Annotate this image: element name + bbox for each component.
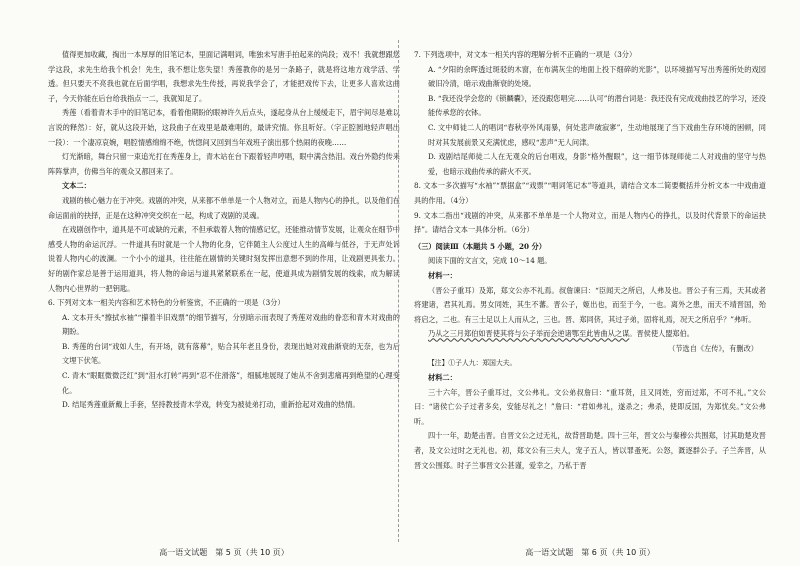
material-2-heading: 材料二：: [428, 373, 457, 383]
page-5-footer: 高一语文试题 第 5 页（共 10 页）: [159, 548, 289, 557]
question-7-option-b: B. “我还没学会您的《锁麟囊》，还没跟您唱完……认可”的潜台词是：我还没有完成戏曲技艺的学习，还没能传承您的衣钵。: [428, 93, 766, 118]
page-divider: [398, 40, 399, 542]
page-6-footer: 高一语文试题 第 6 页（共 10 页）: [525, 548, 655, 557]
material-2-text-2: 四十一年，助楚击晋。自晋文公之过无礼，故背晋助楚。四十三年，晋文公与秦穆公共围郑，讨其助楚攻晋者，及文公过时之无礼也。初，郑文公有三夫人，宠子五人，皆以罪蚤死。公怒，溉逐群公子。子兰奔晋，从晋文公围郑。时子兰事晋文公甚谨，爱幸之，乃私于晋: [414, 431, 766, 470]
question-7-option-d: D. 戏剧结尾师徒二人在无观众的后台唱戏，身影“格外醒眼”，这一细节体现师徒二人对戏曲的坚守与热爱，也暗示戏曲传承的薪火不灭。: [428, 152, 766, 176]
material-1-tail: 。晋侯使人盟郑伯。: [629, 329, 694, 339]
right-page: [414, 48, 766, 532]
material-2-text-1: 三十六年，晋公子重耳过，文公弗礼。文公弟叔詹曰：“重耳贤，且又同姓，穷而过郑，不可不礼。”文公曰：“诸侯亡公子过者多矣，安能尽礼之！”詹曰：“君如弗礼，遂杀之；弗杀，使即反国，为郑忧矣。”文公弗听。: [414, 387, 766, 426]
question-7: 7. 下列选项中，对文本一相关内容的理解分析不正确的一项是（3分）: [414, 50, 637, 59]
question-7-option-a: A. “夕阳的余晖透过斑驳的木窗，在布满灰尘的地面上投下细碎的光影”，以环境描写写出秀莲所处的戏园破旧冷清，暗示戏曲渐衰的处境。: [428, 64, 766, 89]
annotation-note: 【注】①子人九：郑国大夫。: [428, 359, 517, 368]
drama-paragraph-2: 秀莲（看着青木手中的旧笔记本，看着他期盼的眼神许久后点头，遂起身从台上缓缓走下，眉宇间尽是难以言说的释然）：好，就从这段开始，这段曲子在戏里是最难唱的，最讲究情。你且听好。（字正腔圆地轻声唱出一段）：一个凄凉哀婉，唱腔情感绵绵不绝，恍惚间又回到当年戏班子演出那个热闹的夜晚……: [48, 108, 400, 147]
section-3-heading: （三）阅读Ⅲ（本题共 5 小题，20 分）: [414, 241, 546, 251]
question-7-option-c: C. 文中师徒二人的唱词“春秋亭外风雨暴，何处悲声破寂寥”，生动地展现了当下戏曲生存环境的困顿，同时对其发展前景又充满忧虑，感叹“悲声”无人问津。: [428, 122, 766, 147]
material-1-text: （晋公子重耳）及郑，郑文公亦不礼焉。叔詹谏曰：“臣闻天之所启，人弗及也。晋公子有三焉，天其或者将建诸，君其礼焉。男女同姓，其生不蕃。晋公子，姬出也，而至于今，一也。离外之患，而天不靖晋国，殆将启之，二也。有三士足以上人而从之，三也。晋、郑同侪，其过子弟，固将礼焉，况天之所启乎？”弗听。: [414, 285, 766, 324]
wavy-underlined-passage: 乃从之三月郑伯如晋使其将与公子举而会逆诸鄂至此皆曲从之谋: [428, 329, 630, 339]
question-6: 6. 下列对文本一相关内容和艺术特色的分析鉴赏，不正确的一项是（3分）: [48, 298, 285, 308]
text2-paragraph-2: 在戏剧创作中，道具是不可或缺的元素，不但承载着人物的情感记忆，还能推动情节发展，让观众在细节中感受人物的命运沉浮。一件道具有时就是一个人物的化身，它伴随主人公度过人生的高峰与低谷，于无声处诉说着人物内心的波澜。一个小小的道具，往往能在剧情的关键时刻发挥出意想不到的作用，让戏剧更具张力。好的剧作家总是善于运用道具，将人物的命运与道具紧紧联系在一起，使道具成为剧情发展的线索，成为解读人物内心世界的一把钥匙。: [48, 225, 400, 293]
question-8: 8. 文本一多次描写“水袖”“票据盒”“戏票”“唱词笔记本”等道具，请结合文本二简要概括并分析文本一中戏曲道具的作用。（4分）: [414, 181, 766, 205]
source-citation: （节选自《左传》，有删改）: [668, 343, 758, 353]
question-6-option-d: D. 结尾秀莲重新戴上手套，坚持教授青木学戏，转变为被徒弟打动，重新拾起对戏曲的热情。: [62, 400, 360, 410]
question-6-option-a: A. 文本开头“擦拭水袖”“攥着半旧戏票”的细节描写，分别暗示而表现了秀莲对戏曲的眷恋和青木对戏曲的期盼。: [62, 312, 400, 337]
drama-paragraph-3: 灯光渐暗，舞台只留一束追光打在秀莲身上，青木站在台下跟着轻声哼唱，眼中满含热泪。戏台外隐约传来阵阵掌声，仿佛当年的观众又都回来了。: [48, 152, 400, 176]
question-6-option-c: C. 青木“眼眶微微泛红”到“泪水打转”再到“忍不住滑落”，细腻地展现了她从不舍到悲痛再到绝望的心理变化。: [62, 371, 400, 395]
left-page: [48, 48, 400, 532]
text2-paragraph-1: 戏剧的核心魅力在于冲突。戏剧的冲突，从来都不单单是一个人物对立，而是人物内心的挣扎，以及他们在命运面前的抉择，正是在这种冲突交织在一起，构成了戏剧的灵魂。: [48, 195, 400, 220]
text2-heading: 文本二：: [62, 181, 91, 191]
drama-paragraph-1: 值得更加收藏，掏出一本厚厚的旧笔记本，里面记满唱词，唯独未写唐手拍起来的尚段；戏不！我就想跟您学这段，求先生给我个机会！先生，我不想让您失望！秀莲教你的是另一条路子，就是将这地方戏学活、学透。但只要天不亮我也就在后面学唱，我想求先生传授，再说我学会了，才能把戏传下去，让更多人喜欢这曲子，今天你能在后台给我指点一二，我就知足了。: [48, 50, 400, 103]
question-6-option-b: B. 秀莲的台词“戏如人生，有开场，就有落幕”，贴合其年老且身份，表现出她对戏曲渐衰的无奈，也为后文埋下伏笔。: [62, 341, 400, 366]
material-1-heading: 材料一：: [428, 270, 457, 280]
material-1-wavy-sentence: [414, 327, 766, 342]
question-9: 9. 文本二指出“戏剧的冲突，从来都不单单是一个人物对立，而是人物内心的挣扎，以及时代背景下的命运抉择”。请结合文本一具体分析。（6分）: [414, 210, 766, 235]
section-3-instruction: 阅读下面的文言文，完成 10～14 题。: [428, 256, 552, 266]
